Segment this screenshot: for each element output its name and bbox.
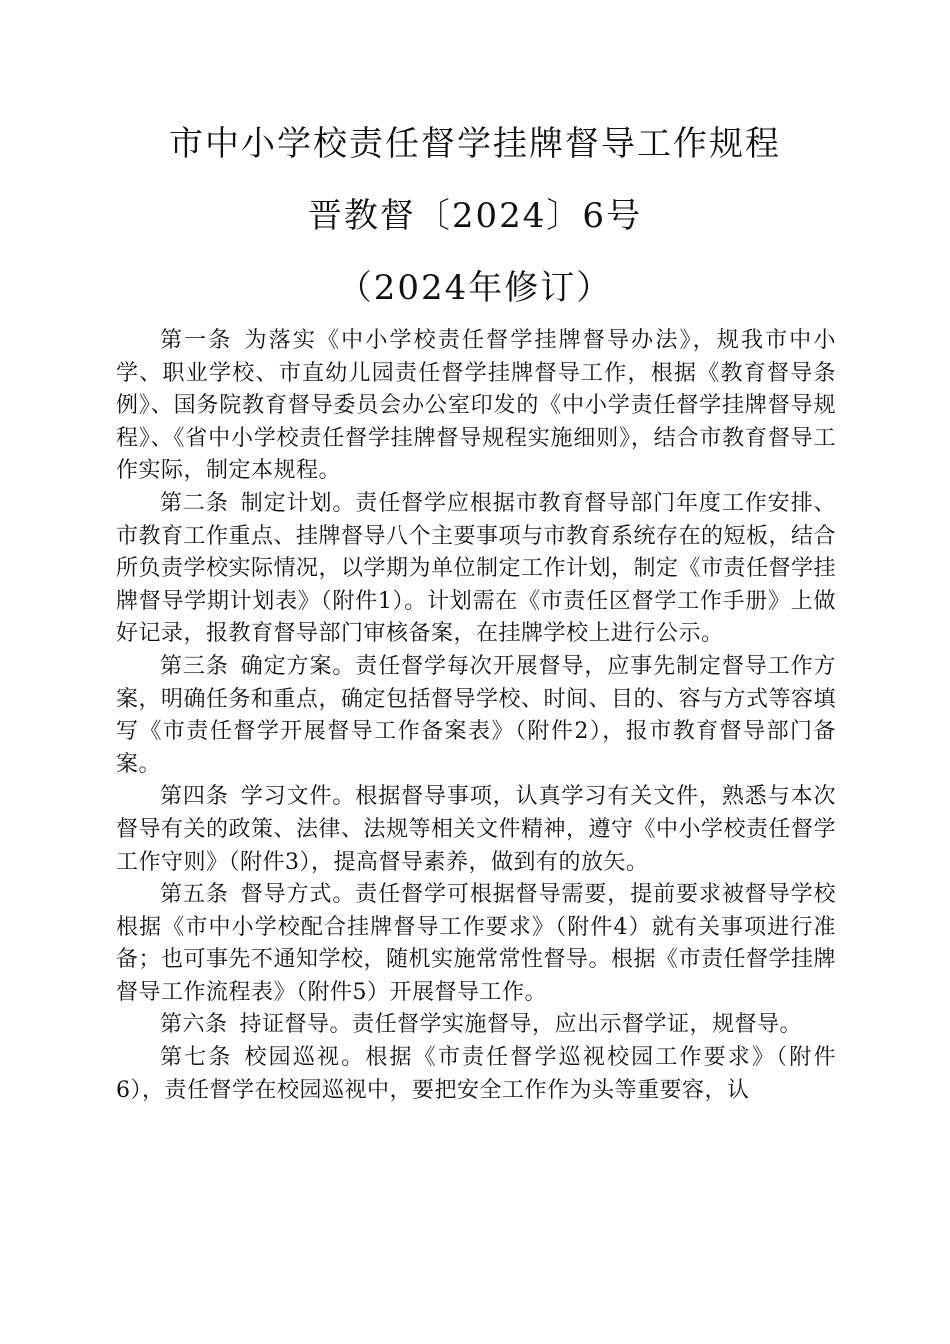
article-number: 第四条 [160,784,229,810]
article-text: 学习文件。根据督导事项，认真学习有关文件，熟悉与本次督导有关的政策、法律、法规等相关文件精神，遵守《中小学校责任督学工作守则》（附件3），提高督导素养，做到有的放矢。 [116,784,837,875]
article-number: 第六条 [160,1012,228,1038]
article-number: 第五条 [160,882,229,908]
article-number: 第七条 [160,1045,233,1071]
article-number: 第一条 [160,328,233,353]
article-number: 第三条 [160,653,229,679]
article-1 [116,325,836,488]
document-body [116,325,836,1107]
article-text: 持证督导。责任督学实施督导，应出示督学证，规督导。 [239,1012,803,1038]
article-3 [116,651,836,781]
article-text: 校园巡视。根据《市责任督学巡视校园工作要求》（附件6），责任督学在校园巡视中，要把安全工作作为头等重要容，认 [116,1045,836,1103]
document-number: 晋教督〔2024〕6号 [307,196,643,236]
article-text: 制定计划。责任督学应根据市教育督导部门年度工作安排、市教育工作重点、挂牌督导八个主要事项与市教育系统存在的短板，结合所负责学校实际情况，以学期为单位制定工作计划，制定《市责任督学挂牌督导学期计划表》（附件1）。计划需在《市责任区督学工作手册》上做好记录，报教育督导部门审核备案，在挂牌学校上进行公示。 [116,490,837,647]
article-text: 为落实《中小学校责任督学挂牌督导办法》，规我市中小学、职业学校、市直幼儿园责任督学挂牌督导工作，根据《教育督导条例》、国务院教育督导委员会办公室印发的《中小学责任督学挂牌督导规程》、《省中小学校责任督学挂牌督导规程实施细则》，结合市教育督导工作实际，制定本规程。 [116,328,836,484]
article-4 [116,781,836,879]
article-text: 督导方式。责任督学可根据督导需要，提前要求被督导学校根据《市中小学校配合挂牌督导工作要求》（附件4）就有关事项进行准备；也可事先不通知学校，随机实施常常性督导。根据《市责任督学挂牌督导工作流程表》（附件5）开展督导工作。 [116,882,837,1005]
article-5 [116,879,836,1009]
revision-note: （2024年修订） [337,268,613,308]
article-2 [116,488,836,651]
article-7 [116,1042,836,1107]
document-title: 市中小学校责任督学挂牌督导工作规程 [169,124,781,164]
article-text: 确定方案。责任督学每次开展督导，应事先制定督导工作方案，明确任务和重点，确定包括督导学校、时间、目的、容与方式等容填写《市责任督学开展督导工作备案表》（附件2），报市教育督导部门备案。 [116,653,837,777]
article-6 [116,1009,836,1042]
article-number: 第二条 [160,490,229,516]
